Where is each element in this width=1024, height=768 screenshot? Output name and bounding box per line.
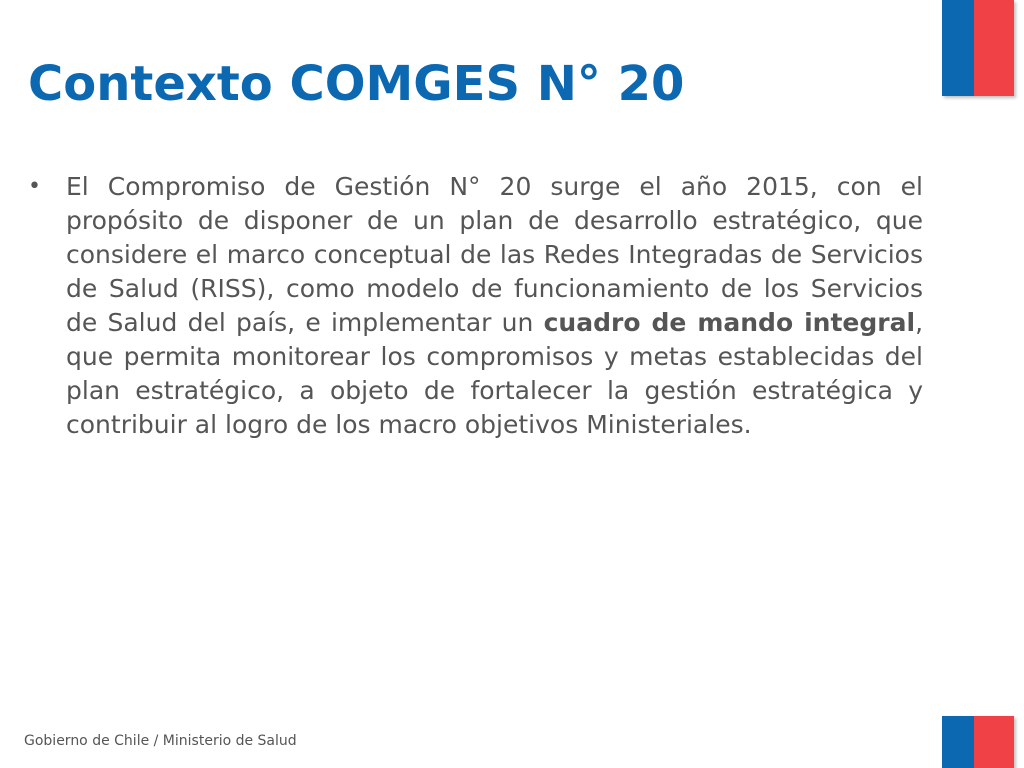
- flag-blue-band: [942, 716, 974, 768]
- flag-red-band: [974, 716, 1014, 768]
- chile-flag-stripe-icon: [942, 716, 1014, 768]
- slide-title: Contexto COMGES N° 20: [28, 56, 685, 112]
- bullet-item: [28, 170, 923, 442]
- flag-blue-band: [942, 0, 974, 96]
- paragraph-emphasis: cuadro de mando integral: [543, 308, 916, 337]
- bullet-list: [28, 170, 923, 442]
- paragraph-text-end: , que permita monitorear los compromisos y metas establecidas del plan estratégico, a objeto de fortalecer la gestión estratégica y contribuir al logro de los macro objetivos Ministeriales.: [66, 308, 924, 439]
- bullet-marker: •: [28, 174, 41, 199]
- chile-flag-stripe-icon: [942, 0, 1014, 96]
- footer-credit: Gobierno de Chile / Ministerio de Salud: [24, 733, 297, 749]
- paragraph-text-start: El Compromiso de Gestión N° 20 surge el año 2015, con el propósito de disponer de un plan de desarrollo estratégico, que considere el marco conceptual de las Redes Integradas de Servicios de Salud (RISS), como modelo de funcionamiento de los Servicios de Salud del país, e implementar un: [66, 172, 923, 337]
- flag-red-band: [974, 0, 1014, 96]
